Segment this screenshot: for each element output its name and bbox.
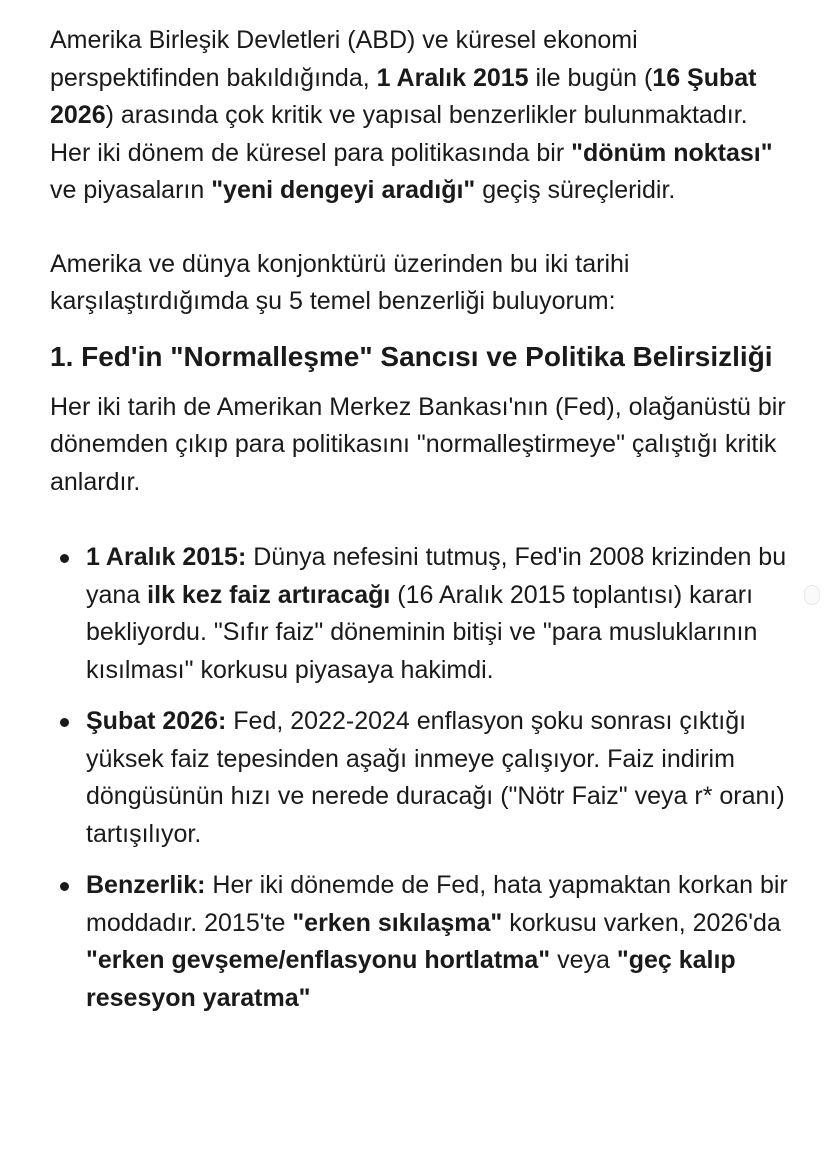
intro-text: ve piyasaların	[50, 176, 212, 204]
bullet-text: korkusu varken, 2026'da	[502, 908, 781, 937]
bullet-label: Şubat 2026:	[86, 707, 227, 735]
bullet-bold-text: "geç kalıp resesyon yaratma"	[86, 946, 736, 1012]
list-item	[50, 539, 790, 689]
section-heading: 1. Fed'in "Normalleşme" Sancısı ve Politika Belirsizliği	[50, 340, 773, 372]
bullet-bold-text: "erken gevşeme/enflasyonu hortlatma"	[86, 946, 551, 974]
bullet-bold-text: ilk kez faiz artıracağı	[147, 580, 391, 609]
bullet-list	[50, 539, 790, 1017]
article	[50, 22, 790, 1031]
bullet-label: Benzerlik:	[86, 871, 206, 899]
intro-text: Amerika Birleşik Devletleri (ABD) ve küresel ekonomi perspektifinden bakıldığında,	[50, 26, 638, 92]
bullet-bold-text: "erken sıkılaşma"	[292, 908, 503, 937]
bullet-text: Her iki dönemde de Fed, hata yapmaktan korkan bir moddadır. 2015'te	[86, 871, 788, 937]
intro-text: ile bugün (	[528, 63, 653, 92]
intro-bold-new-balance: "yeni dengeyi aradığı"	[211, 176, 476, 204]
bullet-text: Fed, 2022-2024 enflasyon şoku sonrası çıktığı yüksek faiz tepesinden aşağı inmeye çalışıyor. Faiz indirim döngüsünün hızı ve nerede duracağı ("Nötr Faiz" veya r* oranı) tartışılıyor.	[86, 707, 785, 848]
bullet-label: 1 Aralık 2015:	[86, 543, 247, 571]
intro-bold-date-2015: 1 Aralık 2015	[376, 63, 529, 92]
bullet-text: veya	[550, 946, 617, 974]
lead-paragraph: Amerika ve dünya konjonktürü üzerinden bu iki tarihi karşılaştırdığımda şu 5 temel benzerliği buluyorum:	[50, 249, 630, 315]
section-body: Her iki tarih de Amerikan Merkez Bankası'nın (Fed), olağanüstü bir dönemden çıkıp para politikasını "normalleştirmeye" çalıştığı kritik anlardır.	[50, 392, 786, 496]
bullet-dot-icon	[60, 554, 69, 563]
intro-bold-turning-point: "dönüm noktası"	[571, 138, 773, 167]
intro-paragraph	[50, 22, 790, 210]
list-item	[50, 703, 790, 853]
intro-text: ) arasında çok kritik ve yapısal benzerlikler bulunmaktadır. Her iki dönem de küresel para politikasında bir	[50, 101, 748, 167]
list-item	[50, 867, 790, 1017]
bullet-text: Dünya nefesini tutmuş, Fed'in 2008 krizinden bu yana	[86, 543, 787, 609]
bullet-dot-icon	[60, 882, 69, 891]
bullet-dot-icon	[60, 718, 69, 727]
intro-bold-date-2026: 16 Şubat 2026	[50, 63, 757, 129]
bullet-text: (16 Aralık 2015 toplantısı) kararı bekliyordu. "Sıfır faiz" döneminin bitişi ve "para musluklarının kısılması" korkusu piyasaya hakimdi.	[86, 580, 758, 684]
scroll-indicator[interactable]	[804, 585, 820, 605]
intro-text: geçiş süreçleridir.	[475, 176, 676, 204]
